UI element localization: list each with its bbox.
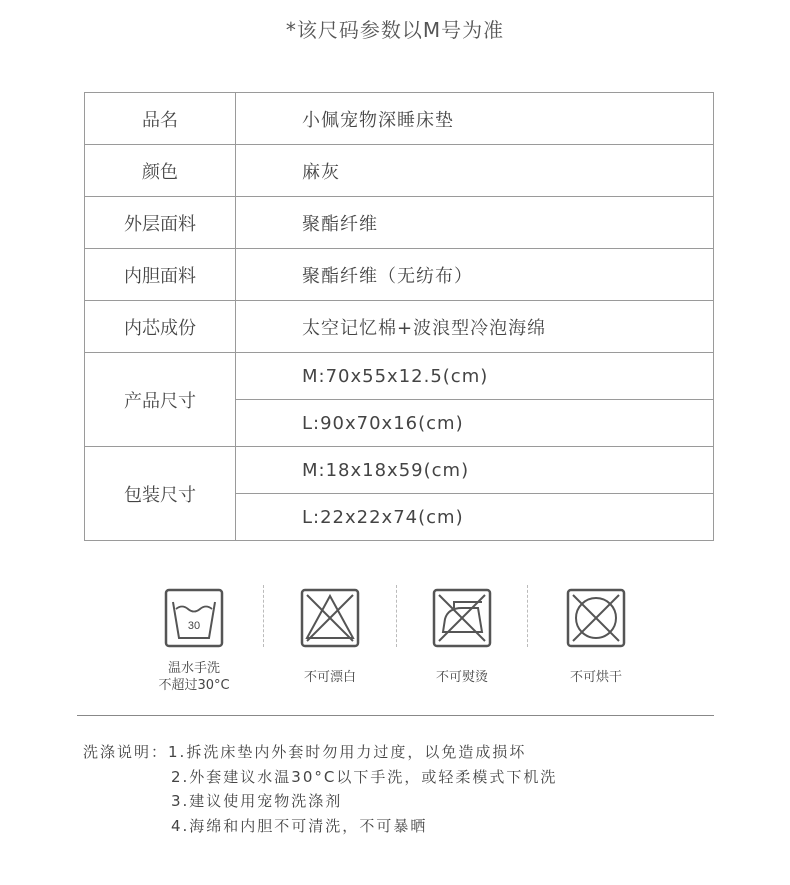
spec-value: 太空记忆棉+波浪型冷泡海绵 (236, 301, 714, 353)
table-row (85, 447, 714, 494)
divider (396, 585, 397, 647)
spec-value: 麻灰 (236, 145, 714, 197)
washing-instructions (83, 740, 557, 838)
no-bleach-icon (300, 588, 360, 648)
no-bleach-label: 不可漂白 (303, 670, 356, 685)
wash-label-line1: 温水手洗 (167, 661, 220, 676)
spec-value: L:90x70x16(cm) (236, 400, 714, 447)
spec-key: 内芯成份 (85, 301, 236, 353)
list-item: 4.海绵和内胆不可清洗，不可暴晒 (171, 816, 428, 835)
wash-label-line2: 不超过30°C (158, 678, 230, 693)
spec-key: 颜色 (85, 145, 236, 197)
list-item (83, 740, 557, 765)
hand-wash-icon (164, 588, 224, 648)
table-row (85, 301, 714, 353)
wash-temp: 30 (187, 620, 201, 632)
spec-value: L:22x22x74(cm) (236, 494, 714, 541)
no-dry-label: 不可烘干 (569, 670, 622, 685)
washing-item: 1.拆洗床垫内外套时勿用力过度，以免造成损坏 (168, 743, 527, 761)
spec-value: M:18x18x59(cm) (236, 447, 714, 494)
divider (263, 585, 264, 647)
spec-value: M:70x55x12.5(cm) (236, 353, 714, 400)
table-row (85, 249, 714, 301)
wash-label (134, 660, 254, 694)
spec-key: 内胆面料 (85, 249, 236, 301)
table-row (85, 353, 714, 400)
list-item: 3.建议使用宠物洗涤剂 (171, 792, 343, 810)
washing-title: 洗涤说明： (83, 743, 169, 761)
list-item: 2.外套建议水温30°C以下手洗，或轻柔模式下机洗 (171, 767, 558, 786)
size-note: *该尺码参数以M号为准 (285, 18, 505, 42)
spec-value: 聚酯纤维 (236, 197, 714, 249)
spec-value: 聚酯纤维（无纺布） (236, 249, 714, 301)
spec-table (84, 92, 714, 541)
divider (77, 715, 714, 716)
spec-key: 品名 (85, 93, 236, 145)
no-iron-label: 不可熨烫 (435, 670, 488, 685)
divider (527, 585, 528, 647)
table-row (85, 197, 714, 249)
no-iron-icon (432, 588, 492, 648)
spec-key: 外层面料 (85, 197, 236, 249)
no-tumble-dry-icon (566, 588, 626, 648)
care-icons (0, 585, 790, 705)
spec-value: 小佩宠物深睡床垫 (236, 93, 714, 145)
table-row (85, 93, 714, 145)
spec-key: 产品尺寸 (85, 353, 236, 447)
table-row (85, 145, 714, 197)
spec-key: 包装尺寸 (85, 447, 236, 541)
